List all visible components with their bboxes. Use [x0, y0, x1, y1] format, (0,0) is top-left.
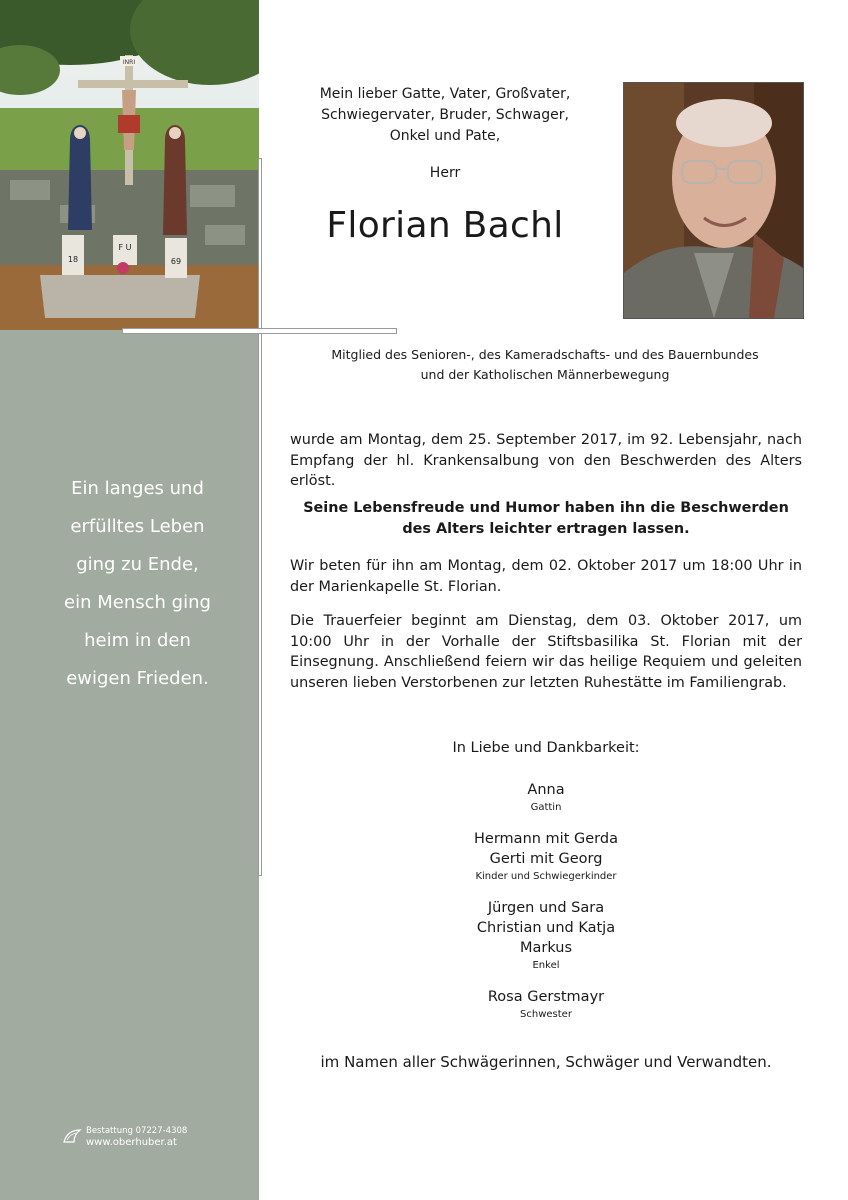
- intro-line: Onkel und Pate,: [389, 128, 501, 144]
- membership-line: Mitglied des Senioren-, des Kameradschafts- und des Bauernbundes: [331, 347, 759, 362]
- membership-line: und der Katholischen Männerbewegung: [420, 367, 670, 382]
- wing-icon: [62, 1128, 82, 1146]
- quote-line: ein Mensch ging: [64, 592, 211, 613]
- prayer-notice: Wir beten für ihn am Montag, dem 02. Oktober 2017 um 18:00 Uhr in der Marienkapelle St. Florian.: [290, 558, 802, 595]
- signature-group: [290, 898, 802, 973]
- sidebar-panel: [0, 330, 259, 1200]
- closing-line: im Namen aller Schwägerinnen, Schwäger und Verwandten.: [320, 1053, 772, 1071]
- quote-line: erfülltes Leben: [70, 516, 205, 537]
- highlight-text: [290, 498, 802, 540]
- signer-name: Christian und Katja: [476, 920, 616, 936]
- sidebar-quote: [30, 470, 245, 698]
- signature-group: [290, 829, 802, 884]
- quote-line: ewigen Frieden.: [66, 668, 209, 689]
- deceased-name: Florian Bachl: [326, 205, 564, 246]
- signer-name: Gerti mit Georg: [489, 851, 603, 867]
- vertical-divider: [258, 158, 262, 876]
- stone-number-right: 69: [170, 257, 182, 266]
- stone-initials: F U: [118, 243, 132, 252]
- death-notice: wurde am Montag, dem 25. September 2017, im 92. Lebensjahr, nach Empfang der hl. Krankensalbung von den Beschwerden des Alters erlöst.: [290, 432, 802, 489]
- signer-role: Gattin: [530, 802, 562, 813]
- stone-number-left: 18: [67, 255, 79, 264]
- signer-name: Anna: [527, 782, 565, 798]
- quote-line: heim in den: [84, 630, 191, 651]
- signer-role: Enkel: [532, 960, 560, 971]
- crucifix-photo: [0, 0, 259, 330]
- logo-phone: Bestattung 07227-4308: [86, 1126, 188, 1136]
- signer-role: Kinder und Schwiegerkinder: [475, 871, 617, 882]
- signature-group: [290, 780, 802, 815]
- signer-name: Rosa Gerstmayr: [487, 989, 605, 1005]
- horizontal-divider: [122, 328, 397, 334]
- membership-text: [290, 345, 800, 385]
- inri-label: INRI: [122, 59, 136, 66]
- quote-line: ging zu Ende,: [76, 554, 199, 575]
- logo-url: www.oberhuber.at: [86, 1137, 177, 1148]
- highlight-line: Seine Lebensfreude und Humor haben ihn die Beschwerden: [303, 500, 789, 516]
- funeral-home-logo: [62, 1126, 187, 1148]
- intro-line: Mein lieber Gatte, Vater, Großvater,: [319, 86, 571, 102]
- salutation: Herr: [429, 165, 461, 181]
- signer-name: Markus: [519, 940, 573, 956]
- quote-line: Ein langes und: [71, 478, 204, 499]
- signer-name: Jürgen und Sara: [487, 900, 605, 916]
- signer-name: Hermann mit Gerda: [474, 831, 618, 847]
- funeral-notice: Die Trauerfeier beginnt am Dienstag, dem 03. Oktober 2017, um 10:00 Uhr in der Vorhalle der Stiftsbasilika St. Florian mit der Einsegnung. Anschließend feiern wir das heilige Requiem und geleiten unseren lieben Verstorbenen zur letzten Ruhestätte im Familiengrab.: [290, 613, 802, 691]
- signature-list: [290, 780, 802, 1036]
- highlight-line: des Alters leichter ertragen lassen.: [402, 521, 690, 537]
- signature-group: [290, 987, 802, 1022]
- portrait-photo: [624, 83, 803, 318]
- thanks-heading: In Liebe und Dankbarkeit:: [452, 740, 640, 756]
- intro-text: [290, 84, 600, 147]
- signer-role: Schwester: [520, 1009, 572, 1020]
- intro-line: Schwiegervater, Bruder, Schwager,: [321, 107, 569, 123]
